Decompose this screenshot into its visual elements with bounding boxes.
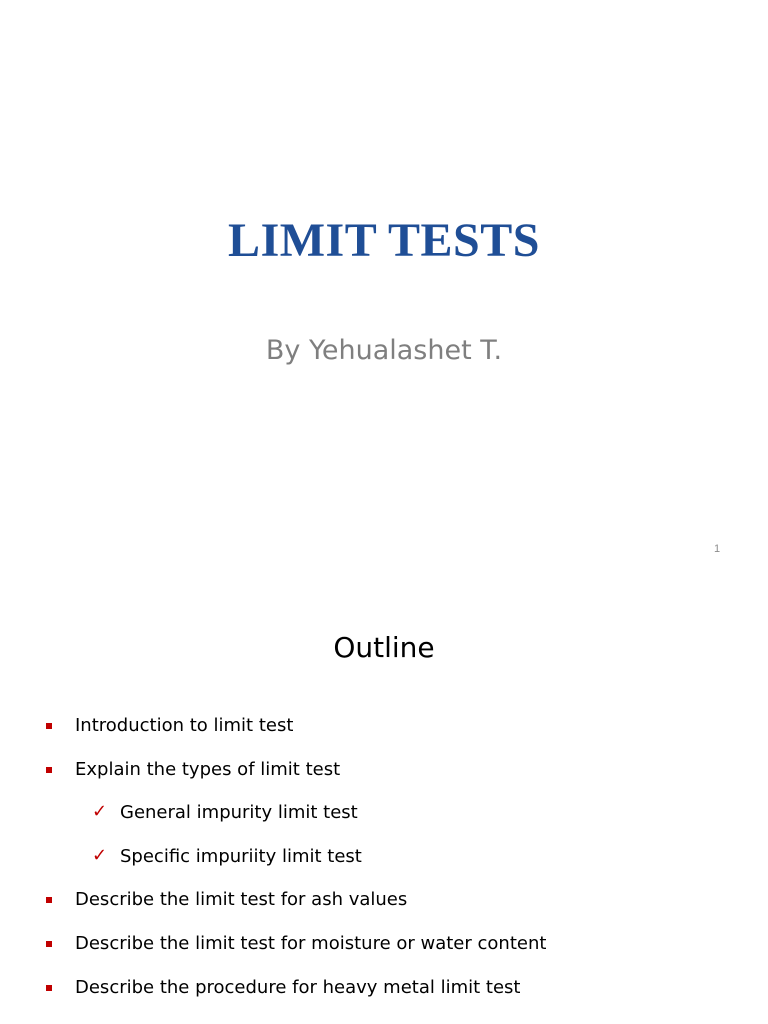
outline-item-text: Introduction to limit test: [75, 715, 294, 736]
square-bullet-icon: [46, 767, 52, 773]
slide-title: LIMIT TESTS: [228, 214, 540, 267]
outline-item: [0, 758, 768, 802]
outline-title: Outline: [333, 631, 435, 664]
outline-item-text: Describe the procedure for heavy metal limit test: [75, 976, 521, 998]
square-bullet-icon: [46, 897, 52, 903]
outline-subitem: [0, 845, 768, 889]
outline-item-text: Describe the limit test for ash values: [75, 889, 408, 911]
outline-subitem-text: General impurity limit test: [120, 802, 358, 824]
outline-item: [0, 976, 768, 1020]
square-bullet-icon: [46, 941, 52, 947]
checkmark-icon: ✓: [92, 801, 108, 823]
outline-item: [0, 714, 768, 758]
square-bullet-icon: [46, 985, 52, 991]
outline-subitem: [0, 801, 768, 845]
slide-subtitle: By Yehualashet T.: [265, 335, 503, 366]
outline-slide: [0, 576, 768, 1024]
outline-item-text: Explain the types of limit test: [75, 758, 341, 780]
outline-item: [0, 932, 768, 976]
outline-subitem-text: Specific impuriity limit test: [120, 845, 362, 867]
outline-item: [0, 888, 768, 932]
checkmark-icon: ✓: [92, 844, 108, 866]
square-bullet-icon: [46, 723, 52, 729]
outline-item-text: Describe the limit test for moisture or water content: [75, 932, 547, 954]
slide-number: 1: [713, 543, 721, 555]
outline-list: [0, 714, 768, 1019]
